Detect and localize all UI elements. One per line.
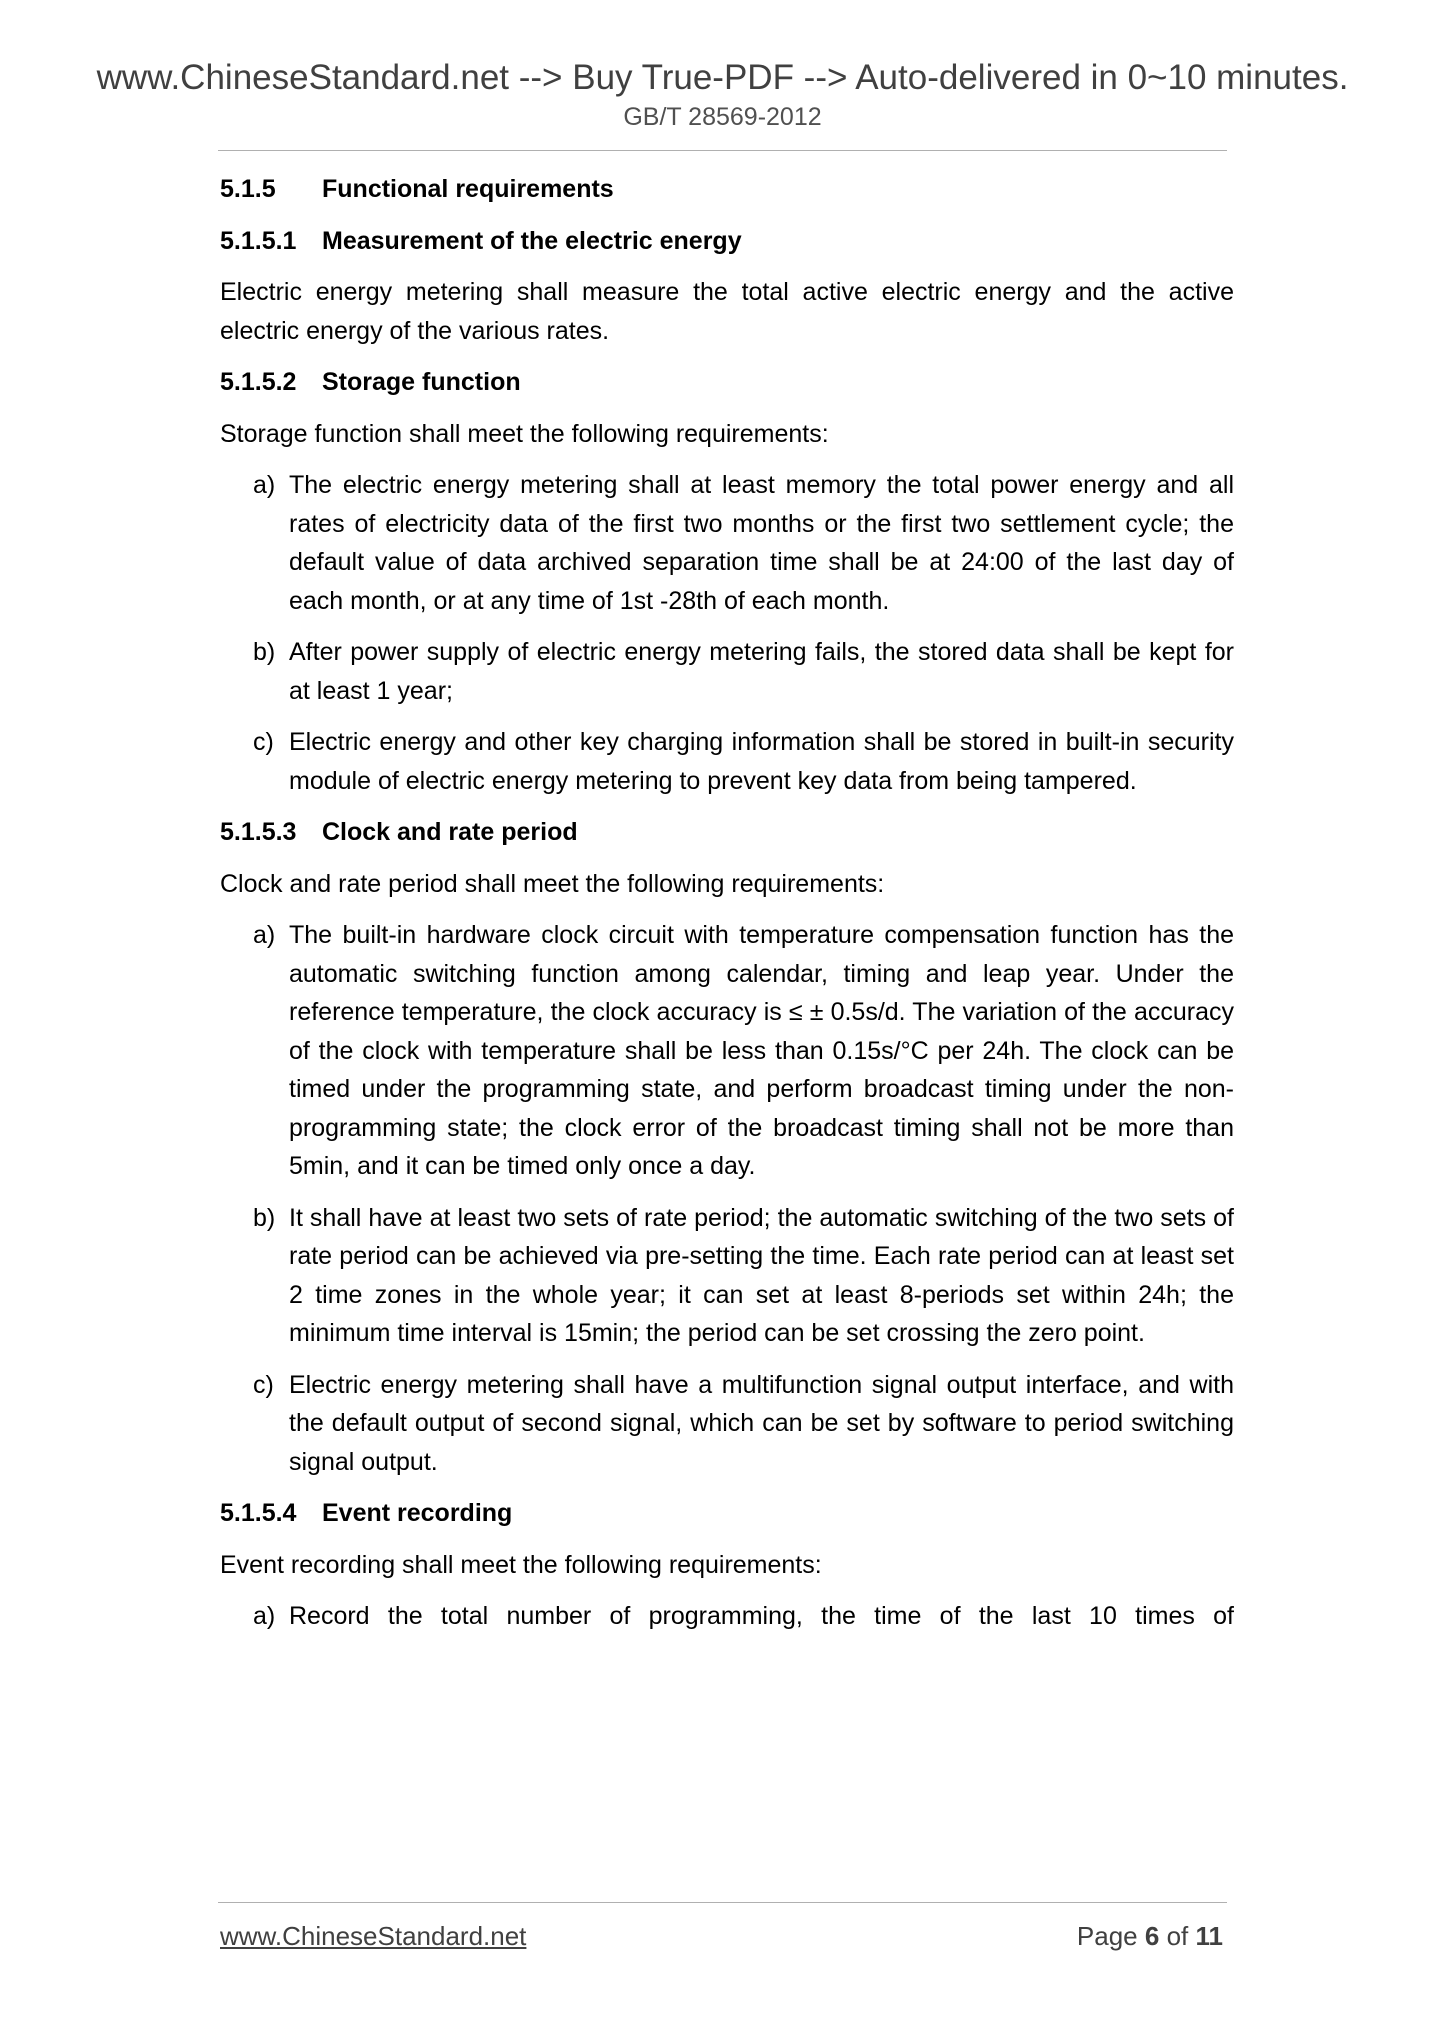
paragraph-storage-intro: Storage function shall meet the following requirements: [220,419,829,448]
list-item [220,1366,1234,1482]
document-body [220,170,1234,1636]
list-item-text: After power supply of electric energy metering fails, the stored data shall be kept for at least 1 year; [289,638,1234,705]
list-item [220,723,1234,800]
list-item-text: Electric energy and other key charging information shall be stored in built-in security module of electric energy metering to prevent key data from being tampered. [289,728,1234,795]
heading-number: 5.1.5 [220,175,276,203]
list-item [220,633,1234,710]
page-indicator [1077,1920,1223,1952]
heading-title: Storage function [322,368,521,396]
page-of: of [1166,1921,1189,1951]
list-item [220,916,1234,1186]
list-item-text: Record the total number of programming, the time of the last 10 times of [289,1602,1234,1630]
heading-title: Measurement of the electric energy [322,226,742,255]
heading-number: 5.1.5.1 [220,226,297,255]
list-item-text: It shall have at least two sets of rate period; the automatic switching of the two sets of rate period can be achieved via pre-setting the time. Each rate period can at least set 2 time zones in the whole year; it can set at least 8-periods set within 24h; the minimum time interval is 15min; the period can be set crossing the zero point. [289,1203,1234,1347]
list-marker: b) [253,1203,276,1232]
heading-number: 5.1.5.4 [220,1499,297,1527]
list-item-text: The electric energy metering shall at least memory the total power energy and all rates of electricity data of the first two months or the first two settlement cycle; the default value of data archived separation time shall be at 24:00 of the last day of each month, or at any time of 1st -28th of each month. [289,471,1234,615]
heading-5-1-5-1 [220,222,1234,261]
list-item [220,466,1234,620]
standard-code: GB/T 28569-2012 [623,103,822,131]
page-prefix: Page [1076,1921,1138,1951]
paragraph-event-intro: Event recording shall meet the following requirements: [220,1550,822,1579]
heading-5-1-5-2 [220,363,1234,402]
footer-website-link[interactable]: www.ChineseStandard.net [220,1921,527,1951]
heading-title: Clock and rate period [322,818,578,846]
heading-5-1-5-4 [220,1494,1234,1533]
footer-divider [218,1902,1227,1903]
list-item [220,1199,1234,1353]
page-total: 11 [1195,1921,1223,1951]
heading-number: 5.1.5.2 [220,368,297,396]
list-item-text: The built-in hardware clock circuit with temperature compensation function has the automatic switching function among calendar, timing and leap year. Under the reference temperature, the clock accuracy is ≤ ± 0.5s/d. The variation of the accuracy of the clock with temperature shall be less than 0.15s/°C per 24h. The clock can be timed under the programming state, and perform broadcast timing under the non-programming state; the clock error of the broadcast timing shall not be more than 5min, and it can be timed only once a day. [289,921,1234,1180]
paragraph-clock-intro: Clock and rate period shall meet the following requirements: [220,869,885,898]
heading-title: Event recording [322,1499,513,1527]
header-divider [218,150,1227,151]
list-marker: a) [253,471,276,499]
list-marker: a) [253,921,276,949]
list-marker: c) [253,1370,274,1399]
list-item-text: Electric energy metering shall have a multifunction signal output interface, and with the default output of second signal, which can be set by software to period switching signal output. [289,1370,1234,1476]
paragraph-measurement: Electric energy metering shall measure the total active electric energy and the active electric energy of the various rates. [220,278,1234,345]
list-marker: c) [253,728,274,756]
list-item [220,1597,1234,1636]
list-marker: a) [253,1602,276,1630]
list-marker: b) [253,638,276,666]
heading-5-1-5-3 [220,813,1234,852]
heading-number: 5.1.5.3 [220,818,297,846]
page-number: 6 [1144,1921,1160,1951]
heading-title: Functional requirements [322,175,614,203]
header-banner: www.ChineseStandard.net --> Buy True-PDF --> Auto-delivered in 0~10 minutes. [96,58,1349,97]
heading-5-1-5 [220,170,1234,209]
